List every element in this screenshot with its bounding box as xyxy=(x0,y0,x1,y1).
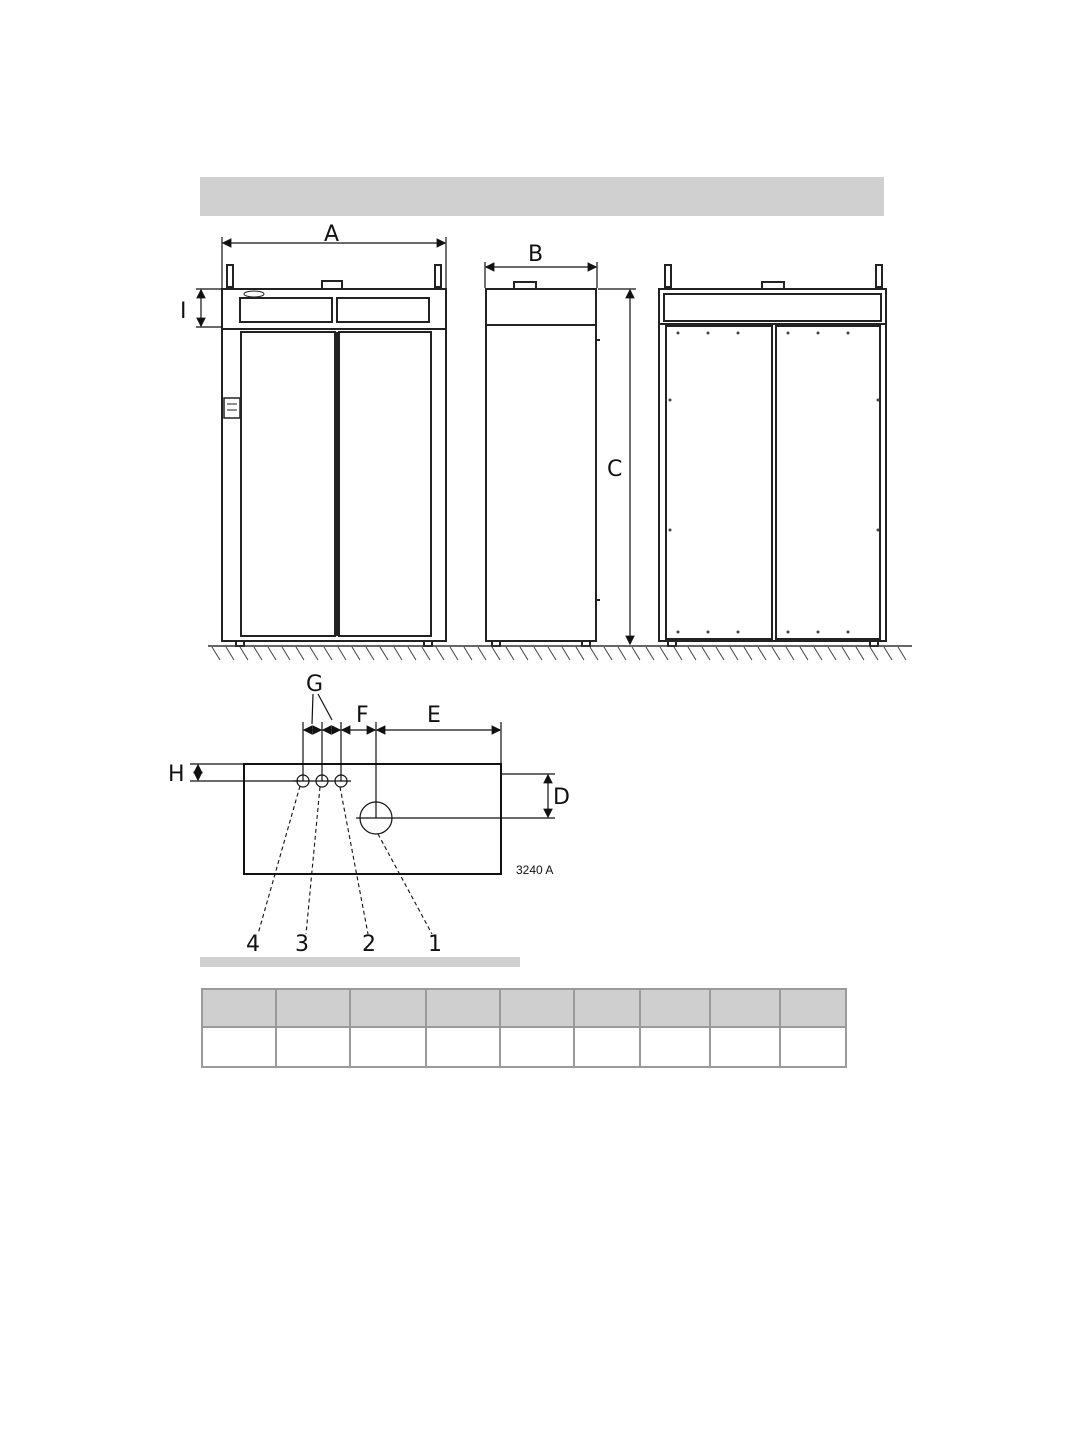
table-cell xyxy=(276,1027,350,1067)
hatch-mark xyxy=(408,647,416,660)
hatch-mark xyxy=(814,647,822,660)
table-header-cell xyxy=(350,989,426,1027)
hatch-mark xyxy=(800,647,808,660)
hatch-mark xyxy=(324,647,332,660)
label-b: B xyxy=(528,242,544,267)
table-cell xyxy=(350,1027,426,1067)
hatch-mark xyxy=(366,647,374,660)
connection-number-4: 4 xyxy=(246,932,260,957)
hatch-mark xyxy=(730,647,738,660)
hatch-mark xyxy=(464,647,472,660)
label-g: G xyxy=(306,672,324,697)
ground-hatch xyxy=(212,647,906,660)
hatch-mark xyxy=(576,647,584,660)
hatch-mark xyxy=(534,647,542,660)
hatch-mark xyxy=(744,647,752,660)
hatch-mark xyxy=(240,647,248,660)
hatch-mark xyxy=(506,647,514,660)
label-a: A xyxy=(324,222,340,247)
hatch-mark xyxy=(548,647,556,660)
table-cell xyxy=(202,1027,276,1067)
label-d: D xyxy=(553,785,570,810)
dimension-i xyxy=(196,289,222,327)
table-header-cell xyxy=(780,989,846,1027)
front-view xyxy=(222,265,446,646)
connection-number-3: 3 xyxy=(295,932,309,957)
hatch-mark xyxy=(478,647,486,660)
hatch-mark xyxy=(884,647,892,660)
label-i: I xyxy=(180,299,187,324)
hatch-mark xyxy=(296,647,304,660)
table-cell xyxy=(780,1027,846,1067)
hatch-mark xyxy=(226,647,234,660)
label-e: E xyxy=(427,703,441,728)
hatch-mark xyxy=(310,647,318,660)
hatch-mark xyxy=(562,647,570,660)
drawing-code: 3240 A xyxy=(516,863,554,877)
hatch-mark xyxy=(590,647,598,660)
hatch-mark xyxy=(632,647,640,660)
hatch-mark xyxy=(254,647,262,660)
hatch-mark xyxy=(828,647,836,660)
hatch-mark xyxy=(786,647,794,660)
table-header-cell xyxy=(276,989,350,1027)
hatch-mark xyxy=(856,647,864,660)
table-header-cell xyxy=(202,989,276,1027)
table-header-cell xyxy=(500,989,574,1027)
hatch-mark xyxy=(870,647,878,660)
hatch-mark xyxy=(618,647,626,660)
hatch-mark xyxy=(282,647,290,660)
hatch-mark xyxy=(898,647,906,660)
table-row xyxy=(202,1027,846,1067)
connection-number-1: 1 xyxy=(428,932,442,957)
hatch-mark xyxy=(394,647,402,660)
table-header-cell xyxy=(640,989,710,1027)
hatch-mark xyxy=(338,647,346,660)
table-cell xyxy=(640,1027,710,1067)
hatch-mark xyxy=(646,647,654,660)
hatch-mark xyxy=(604,647,612,660)
table-cell xyxy=(710,1027,780,1067)
hatch-mark xyxy=(772,647,780,660)
hatch-mark xyxy=(674,647,682,660)
hatch-mark xyxy=(520,647,528,660)
table-cell xyxy=(426,1027,500,1067)
hatch-mark xyxy=(380,647,388,660)
back-view xyxy=(659,265,886,646)
hatch-mark xyxy=(688,647,696,660)
side-view xyxy=(486,282,600,646)
table-header-row xyxy=(202,989,846,1027)
hatch-mark xyxy=(660,647,668,660)
label-c: C xyxy=(607,457,623,482)
connection-number-2: 2 xyxy=(362,932,376,957)
table-header-cell xyxy=(710,989,780,1027)
hatch-mark xyxy=(212,647,220,660)
table-header-cell xyxy=(574,989,640,1027)
hatch-mark xyxy=(492,647,500,660)
hatch-mark xyxy=(268,647,276,660)
hatch-mark xyxy=(436,647,444,660)
hatch-mark xyxy=(758,647,766,660)
label-h: H xyxy=(168,762,185,787)
hatch-mark xyxy=(450,647,458,660)
hatch-mark xyxy=(842,647,850,660)
hatch-mark xyxy=(422,647,430,660)
dimension-d xyxy=(502,774,555,817)
hatch-mark xyxy=(716,647,724,660)
table-cell xyxy=(574,1027,640,1067)
dimensions-table xyxy=(201,988,847,1068)
table-cell xyxy=(500,1027,574,1067)
table-header-cell xyxy=(426,989,500,1027)
hatch-mark xyxy=(352,647,360,660)
table-header-bar xyxy=(200,957,520,967)
hatch-mark xyxy=(702,647,710,660)
label-f: F xyxy=(356,703,369,728)
